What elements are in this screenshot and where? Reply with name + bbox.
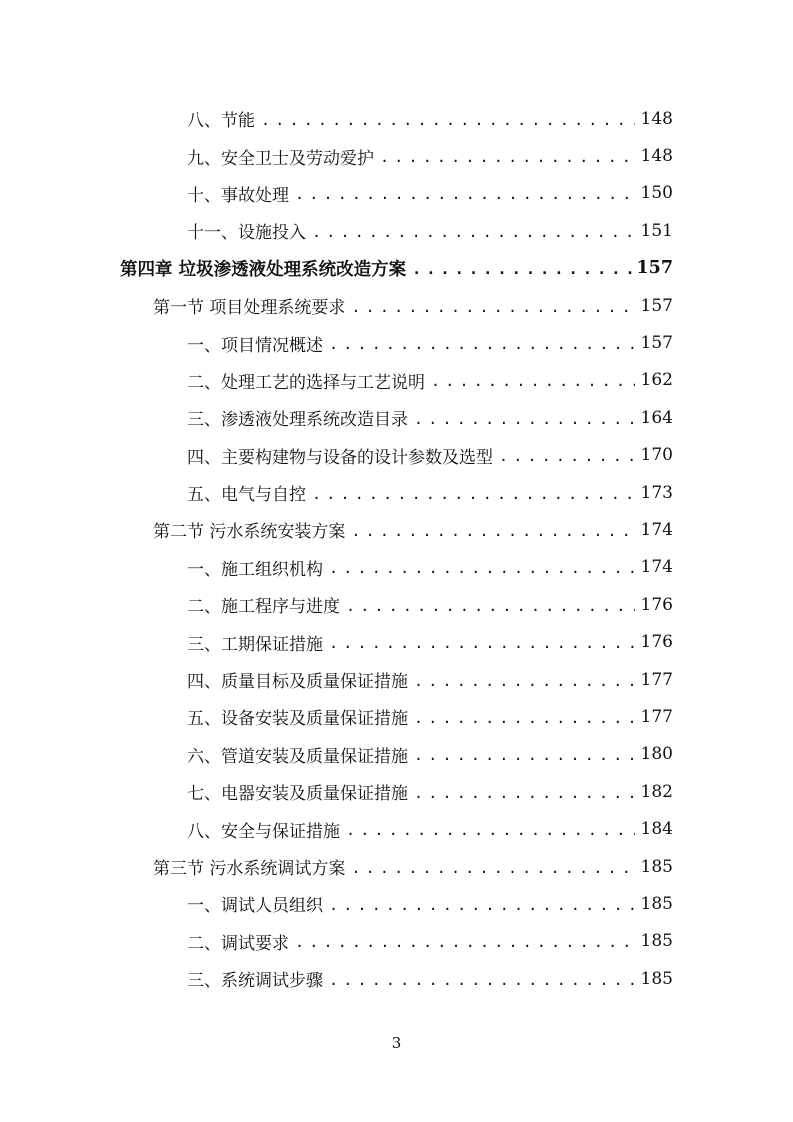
toc-entry[interactable] — [0, 137, 793, 174]
dot-leader — [351, 298, 635, 316]
toc-entry-page: 157 — [640, 333, 673, 354]
toc-entry[interactable] — [0, 549, 793, 586]
dot-leader — [412, 260, 632, 278]
toc-entry[interactable] — [0, 698, 793, 735]
toc-section-entry[interactable] — [0, 287, 793, 324]
dot-leader — [295, 933, 635, 951]
toc-entry-page: 162 — [640, 370, 673, 391]
toc-entry-page: 148 — [640, 146, 673, 167]
toc-entry[interactable] — [0, 586, 793, 623]
toc-entry-title: 四、质量目标及质量保证措施 — [187, 672, 408, 693]
toc-entry-page: 151 — [640, 220, 673, 241]
toc-entry-title: 二、调试要求 — [187, 933, 289, 954]
dot-leader — [499, 447, 635, 465]
toc-entry-page: 185 — [640, 856, 673, 877]
toc-entry-title: 七、电器安装及质量保证措施 — [187, 784, 408, 805]
dot-leader — [414, 709, 635, 727]
dot-leader — [329, 335, 635, 353]
toc-entry[interactable] — [0, 437, 793, 474]
toc-entry[interactable] — [0, 661, 793, 698]
toc-entry-page: 170 — [640, 445, 673, 466]
toc-entry-title: 第四章 垃圾渗透液处理系统改造方案 — [120, 259, 407, 280]
dot-leader — [346, 821, 635, 839]
toc-entry[interactable] — [0, 474, 793, 511]
toc-entry[interactable] — [0, 399, 793, 436]
dot-leader — [351, 859, 635, 877]
toc-entry-title: 一、施工组织机构 — [187, 559, 323, 580]
toc-entry-title: 一、项目情况概述 — [187, 335, 323, 356]
dot-leader — [329, 634, 635, 652]
dot-leader — [414, 410, 635, 428]
toc-entry-title: 九、安全卫士及劳动爱护 — [187, 148, 374, 169]
dot-leader — [312, 485, 635, 503]
toc-entry-page: 177 — [640, 706, 673, 727]
toc-entry-page: 185 — [640, 931, 673, 952]
toc-entry[interactable] — [0, 324, 793, 361]
toc-entry-page: 185 — [640, 893, 673, 914]
toc-entry-page: 182 — [640, 781, 673, 802]
toc-entry-page: 180 — [640, 744, 673, 765]
toc-entry-title: 一、调试人员组织 — [187, 896, 323, 917]
toc-entry[interactable] — [0, 212, 793, 249]
toc-entry[interactable] — [0, 736, 793, 773]
toc-entry-title: 三、工期保证措施 — [187, 634, 323, 655]
dot-leader — [414, 672, 635, 690]
toc-entry-page: 157 — [640, 295, 673, 316]
toc-entry[interactable] — [0, 623, 793, 660]
dot-leader — [312, 223, 635, 241]
toc-entry[interactable] — [0, 773, 793, 810]
toc-entry-title: 二、施工程序与进度 — [187, 597, 340, 618]
dot-leader — [414, 784, 635, 802]
toc-entry-title: 十、事故处理 — [187, 185, 289, 206]
dot-leader — [414, 746, 635, 764]
toc-entry-page: 157 — [636, 258, 673, 279]
toc-entry[interactable] — [0, 885, 793, 922]
toc-entry-title: 第二节 污水系统安装方案 — [153, 522, 346, 543]
toc-entry-page: 184 — [640, 819, 673, 840]
dot-leader — [380, 148, 635, 166]
toc-chapter-entry[interactable] — [0, 250, 793, 287]
toc-entry-page: 173 — [640, 482, 673, 503]
toc-entry-page: 164 — [640, 407, 673, 428]
dot-leader — [346, 597, 635, 615]
toc-entry-page: 177 — [640, 669, 673, 690]
toc-entry-page: 150 — [640, 183, 673, 204]
toc-entry[interactable] — [0, 100, 793, 137]
toc-entry[interactable] — [0, 175, 793, 212]
toc-entry-page: 176 — [640, 632, 673, 653]
toc-section-entry[interactable] — [0, 848, 793, 885]
toc-entry-title: 八、安全与保证措施 — [187, 821, 340, 842]
page-number: 3 — [391, 1034, 402, 1052]
dot-leader — [431, 372, 635, 390]
toc-entry-title: 五、电气与自控 — [187, 485, 306, 506]
toc-entry[interactable] — [0, 362, 793, 399]
toc-entry-title: 第三节 污水系统调试方案 — [153, 859, 346, 879]
dot-leader — [329, 971, 635, 989]
toc-entry-page: 176 — [640, 594, 673, 615]
toc-section-entry[interactable] — [0, 511, 793, 548]
toc-entry-page: 174 — [640, 519, 673, 540]
dot-leader — [329, 896, 635, 914]
toc-entry-title: 八、节能 — [187, 111, 255, 132]
dot-leader — [295, 185, 635, 203]
toc-entry-page: 148 — [640, 108, 673, 129]
toc-entry[interactable] — [0, 810, 793, 847]
toc-entry-title: 四、主要构建物与设备的设计参数及选型 — [187, 447, 493, 468]
toc-entry[interactable] — [0, 923, 793, 960]
toc-entry-title: 五、设备安装及质量保证措施 — [187, 709, 408, 730]
toc-entry-page: 185 — [640, 968, 673, 989]
toc-entry-page: 174 — [640, 557, 673, 578]
table-of-contents — [0, 100, 793, 997]
toc-entry-title: 十一、设施投入 — [187, 223, 306, 244]
dot-leader — [261, 111, 635, 129]
toc-entry-title: 第一节 项目处理系统要求 — [153, 298, 346, 319]
toc-entry-title: 二、处理工艺的选择与工艺说明 — [187, 372, 425, 393]
toc-entry-title: 三、渗透液处理系统改造目录 — [187, 410, 408, 431]
toc-entry-title: 六、管道安装及质量保证措施 — [187, 746, 408, 767]
toc-entry-title: 三、系统调试步骤 — [187, 971, 323, 992]
toc-entry[interactable] — [0, 960, 793, 997]
dot-leader — [351, 522, 635, 540]
dot-leader — [329, 559, 635, 577]
